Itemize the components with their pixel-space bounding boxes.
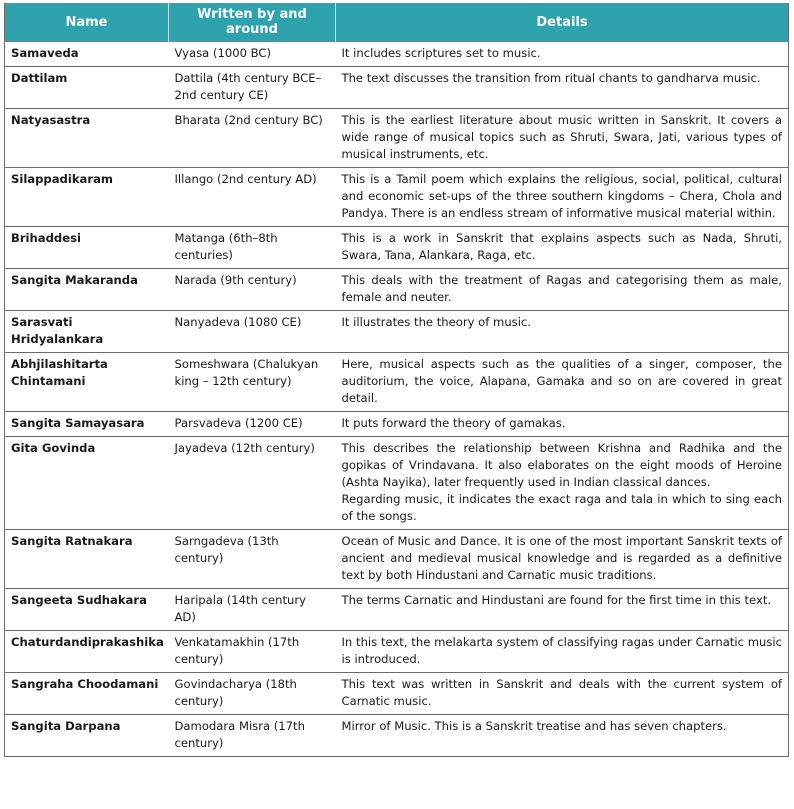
details-paragraph: This deals with the treatment of Ragas and categorising them as male, female and neuter. <box>341 273 782 304</box>
cell-details <box>336 269 789 311</box>
cell-details <box>336 631 789 673</box>
cell-written-by: Haripala (14th century AD) <box>169 589 336 631</box>
cell-written-by: Someshwara (Chalukyan king – 12th century) <box>169 353 336 412</box>
cell-name: Sangita Samayasara <box>5 412 169 437</box>
header-written-by: Written by and around <box>169 3 336 42</box>
cell-written-by: Bharata (2nd century BC) <box>169 109 336 168</box>
details-paragraph: This is the earliest literature about music written in Sanskrit. It covers a wide range of musical topics such as Shruti, Swara, Jati, various types of musical instruments, etc. <box>341 113 782 161</box>
table-row <box>5 530 789 589</box>
details-paragraph: The terms Carnatic and Hindustani are found for the first time in this text. <box>341 593 772 607</box>
cell-name: Natyasastra <box>5 109 169 168</box>
music-texts-table <box>4 3 789 757</box>
cell-details <box>336 715 789 757</box>
cell-name: Samaveda <box>5 42 169 67</box>
table-row <box>5 168 789 227</box>
cell-name: Chaturdandiprakashika <box>5 631 169 673</box>
table-row <box>5 67 789 109</box>
cell-details <box>336 168 789 227</box>
table-header <box>5 3 789 42</box>
cell-details <box>336 589 789 631</box>
details-paragraph: This is a Tamil poem which explains the religious, social, political, cultural and economic set-ups of the three southern kingdoms – Chera, Chola and Pandya. There is an endless stream of informative musical material within. <box>341 172 782 220</box>
cell-name: Sangraha Choodamani <box>5 673 169 715</box>
cell-name: Gita Govinda <box>5 437 169 530</box>
table-row <box>5 311 789 353</box>
music-texts-table-container <box>4 3 788 757</box>
table-row <box>5 631 789 673</box>
cell-name: Sarasvati Hridyalankara <box>5 311 169 353</box>
details-paragraph: This describes the relationship between Krishna and Radhika and the gopikas of Vrindavana. It also elaborates on the eight moods of Heroine (Ashta Nayika), later frequently used in Indian classical dances. <box>341 441 782 489</box>
cell-written-by: Matanga (6th–8th centuries) <box>169 227 336 269</box>
cell-details <box>336 437 789 530</box>
details-paragraph: It puts forward the theory of gamakas. <box>341 416 566 430</box>
table-row <box>5 412 789 437</box>
details-paragraph: This is a work in Sanskrit that explains aspects such as Nada, Shruti, Swara, Tana, Alankara, Raga, etc. <box>341 231 782 262</box>
cell-written-by: Illango (2nd century AD) <box>169 168 336 227</box>
cell-written-by: Govindacharya (18th century) <box>169 673 336 715</box>
cell-details <box>336 109 789 168</box>
details-paragraph: This text was written in Sanskrit and deals with the current system of Carnatic music. <box>341 677 782 708</box>
cell-name: Sangita Makaranda <box>5 269 169 311</box>
table-row <box>5 589 789 631</box>
details-paragraph: Here, musical aspects such as the qualities of a singer, composer, the auditorium, the voice, Alapana, Gamaka and so on are covered in great detail. <box>341 357 782 405</box>
table-row <box>5 673 789 715</box>
cell-details <box>336 412 789 437</box>
details-paragraph: The text discusses the transition from ritual chants to gandharva music. <box>341 71 761 85</box>
cell-written-by: Nanyadeva (1080 CE) <box>169 311 336 353</box>
table-row <box>5 353 789 412</box>
cell-written-by: Dattila (4th century BCE–2nd century CE) <box>169 67 336 109</box>
cell-written-by: Venkatamakhin (17th century) <box>169 631 336 673</box>
details-paragraph: Regarding music, it indicates the exact raga and tala in which to sing each of the songs. <box>341 492 782 523</box>
table-row <box>5 715 789 757</box>
cell-name: Brihaddesi <box>5 227 169 269</box>
header-row <box>5 3 789 42</box>
cell-details <box>336 353 789 412</box>
cell-written-by: Parsvadeva (1200 CE) <box>169 412 336 437</box>
cell-name: Abhjilashitarta Chintamani <box>5 353 169 412</box>
table-row <box>5 42 789 67</box>
header-name: Name <box>5 3 169 42</box>
cell-details <box>336 227 789 269</box>
cell-name: Silappadikaram <box>5 168 169 227</box>
cell-name: Dattilam <box>5 67 169 109</box>
cell-details <box>336 673 789 715</box>
table-body <box>5 42 789 757</box>
details-paragraph: It includes scriptures set to music. <box>341 46 541 60</box>
header-details: Details <box>336 3 789 42</box>
cell-name: Sangita Darpana <box>5 715 169 757</box>
details-paragraph: In this text, the melakarta system of classifying ragas under Carnatic music is introduced. <box>341 635 782 666</box>
cell-details <box>336 311 789 353</box>
cell-written-by: Narada (9th century) <box>169 269 336 311</box>
cell-written-by: Jayadeva (12th century) <box>169 437 336 530</box>
details-paragraph: Ocean of Music and Dance. It is one of the most important Sanskrit texts of ancient and medieval musical knowledge and is regarded as a definitive text by both Hindustani and Carnatic music traditions. <box>341 534 782 582</box>
details-paragraph: Mirror of Music. This is a Sanskrit treatise and has seven chapters. <box>341 719 727 733</box>
cell-written-by: Sarngadeva (13th century) <box>169 530 336 589</box>
cell-name: Sangeeta Sudhakara <box>5 589 169 631</box>
cell-name: Sangita Ratnakara <box>5 530 169 589</box>
table-row <box>5 109 789 168</box>
cell-details <box>336 42 789 67</box>
table-row <box>5 227 789 269</box>
details-paragraph: It illustrates the theory of music. <box>341 315 531 329</box>
table-row <box>5 269 789 311</box>
cell-written-by: Damodara Misra (17th century) <box>169 715 336 757</box>
cell-written-by: Vyasa (1000 BC) <box>169 42 336 67</box>
cell-details <box>336 530 789 589</box>
table-row <box>5 437 789 530</box>
cell-details <box>336 67 789 109</box>
